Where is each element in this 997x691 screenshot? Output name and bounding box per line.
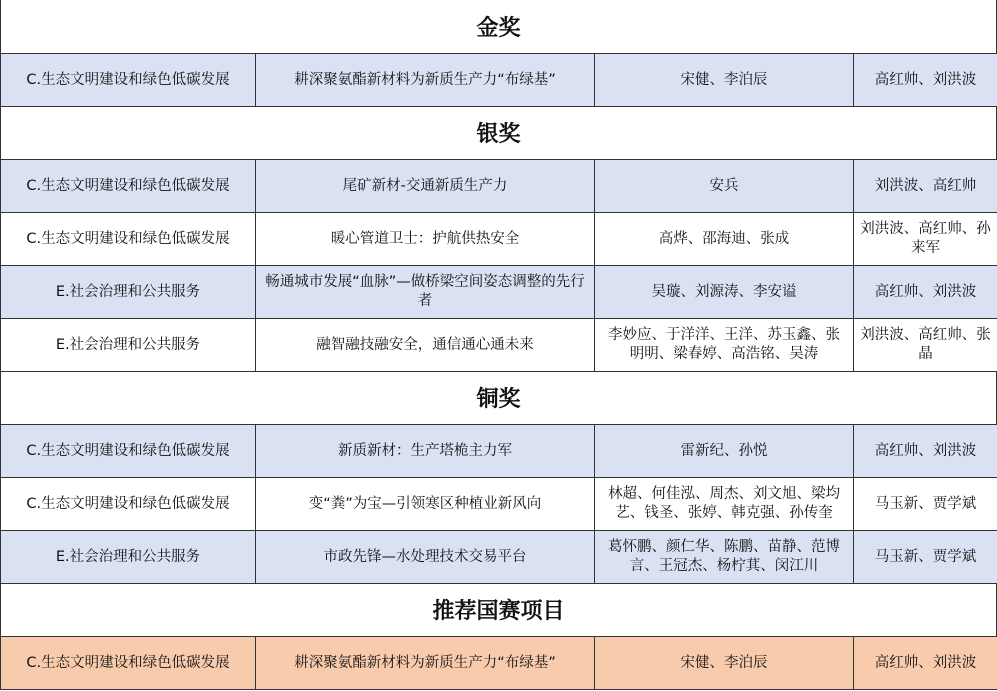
project-cell: 尾矿新材-交通新质生产力 bbox=[256, 160, 595, 213]
advisors-cell: 刘洪波、高红帅、孙来军 bbox=[854, 213, 997, 266]
members-cell: 李妙应、于洋洋、王洋、苏玉鑫、张明明、梁春婷、高浩铭、吴涛 bbox=[595, 319, 854, 372]
category-cell: C.生态文明建设和绿色低碳发展 bbox=[1, 54, 256, 107]
table-row bbox=[1, 531, 997, 584]
advisors-cell: 刘洪波、高红帅 bbox=[854, 160, 997, 213]
category-cell: C.生态文明建设和绿色低碳发展 bbox=[1, 425, 256, 478]
members-cell: 宋健、李泊辰 bbox=[595, 637, 854, 690]
table-row bbox=[1, 637, 997, 690]
advisors-cell: 高红帅、刘洪波 bbox=[854, 266, 997, 319]
members-cell: 吴璇、刘源涛、李安谥 bbox=[595, 266, 854, 319]
category-cell: E.社会治理和公共服务 bbox=[1, 319, 256, 372]
project-cell: 市政先锋—水处理技术交易平台 bbox=[256, 531, 595, 584]
gold-table bbox=[0, 53, 997, 107]
project-cell: 畅通城市发展“血脉”—做桥梁空间姿态调整的先行者 bbox=[256, 266, 595, 319]
bronze-table bbox=[0, 424, 997, 584]
project-cell: 融智融技融安全，通信通心通未来 bbox=[256, 319, 595, 372]
project-cell: 暖心管道卫士：护航供热安全 bbox=[256, 213, 595, 266]
category-cell: C.生态文明建设和绿色低碳发展 bbox=[1, 160, 256, 213]
advisors-cell: 高红帅、刘洪波 bbox=[854, 54, 997, 107]
members-cell: 宋健、李泊辰 bbox=[595, 54, 854, 107]
category-cell: E.社会治理和公共服务 bbox=[1, 266, 256, 319]
table-row bbox=[1, 160, 997, 213]
members-cell: 雷新纪、孙悦 bbox=[595, 425, 854, 478]
project-cell: 耕深聚氨酯新材料为新质生产力“布绿基” bbox=[256, 637, 595, 690]
table-row bbox=[1, 425, 997, 478]
section-title-gold: 金奖 bbox=[0, 0, 997, 53]
advisors-cell: 刘洪波、高红帅、张晶 bbox=[854, 319, 997, 372]
advisors-cell: 高红帅、刘洪波 bbox=[854, 637, 997, 690]
table-row bbox=[1, 54, 997, 107]
silver-table bbox=[0, 159, 997, 372]
category-cell: C.生态文明建设和绿色低碳发展 bbox=[1, 213, 256, 266]
members-cell: 葛怀鹏、颜仁华、陈鹏、苗静、范博言、王冠杰、杨柠萁、闵江川 bbox=[595, 531, 854, 584]
members-cell: 安兵 bbox=[595, 160, 854, 213]
section-title-national: 推荐国赛项目 bbox=[0, 583, 997, 636]
members-cell: 林超、何佳泓、周杰、刘文旭、梁均艺、钱圣、张婷、韩克强、孙传奎 bbox=[595, 478, 854, 531]
category-cell: C.生态文明建设和绿色低碳发展 bbox=[1, 478, 256, 531]
section-title-silver: 银奖 bbox=[0, 106, 997, 159]
category-cell: C.生态文明建设和绿色低碳发展 bbox=[1, 637, 256, 690]
project-cell: 耕深聚氨酯新材料为新质生产力“布绿基” bbox=[256, 54, 595, 107]
advisors-cell: 马玉新、贾学斌 bbox=[854, 531, 997, 584]
table-row bbox=[1, 319, 997, 372]
section-title-bronze: 铜奖 bbox=[0, 371, 997, 424]
advisors-cell: 高红帅、刘洪波 bbox=[854, 425, 997, 478]
project-cell: 变“粪”为宝—引领寒区种植业新风向 bbox=[256, 478, 595, 531]
table-row bbox=[1, 478, 997, 531]
project-cell: 新质新材：生产塔桅主力军 bbox=[256, 425, 595, 478]
members-cell: 高烨、邵海迪、张成 bbox=[595, 213, 854, 266]
table-row bbox=[1, 266, 997, 319]
national-table bbox=[0, 636, 997, 690]
advisors-cell: 马玉新、贾学斌 bbox=[854, 478, 997, 531]
table-row bbox=[1, 213, 997, 266]
category-cell: E.社会治理和公共服务 bbox=[1, 531, 256, 584]
